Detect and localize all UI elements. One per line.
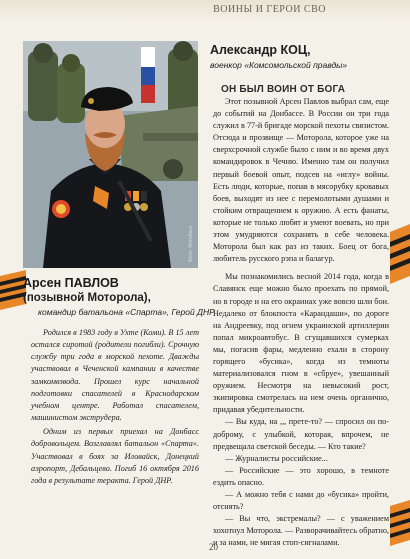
article-body xyxy=(213,96,389,549)
author-name: Александр КОЦ, xyxy=(210,43,311,57)
photo-credit: Фото: Фотобанк xyxy=(188,225,194,262)
article-paragraph: — А можно тебя с нами до «бусика» пройти, отснять? xyxy=(213,490,389,512)
section-title: ВОИНЫ И ГЕРОИ СВО xyxy=(213,4,326,15)
caption-callsign: (позывной Моторола), xyxy=(23,292,151,304)
author-role: военкор «Комсомольской правды» xyxy=(210,60,348,70)
caption-name: Арсен ПАВЛОВ xyxy=(23,276,119,290)
page-number: 20 xyxy=(209,542,218,552)
portrait-photo xyxy=(23,41,198,268)
header-band xyxy=(0,0,410,22)
caption-role: командир батальона «Спарта», Герой ДНР xyxy=(38,307,215,317)
biography-paragraph: Одним из первых приехал на Донбасс добровольцем. Возглавлял батальон «Спарта». Участвовал в боях за Иловайск, Донецкий аэропорт, Дебальцево. Погиб 16 октября 2016 года в результате теракта. Герой ДНР. xyxy=(31,427,199,485)
article-paragraph: Мы познакомились весной 2014 года, когда в Славянск еще можно было проехать по прямой, но в городе и на его окраинах уже вовсю шли бои. Недалеко от блокпоста «Карандаши», по дороге на Андреевку, под огнем украинской артиллерии попал микроавтобус. В сгущавшихся сумерках мы, погасив фары, медленно ехали в сторону горящего «бусика», когда из темноты материализовался гном в «сбруе», увешанный оружием. Несмотря на невысокий рост, экипировка смотрелась на нем очень органично, придавая убедительности. xyxy=(213,272,389,415)
ribbon-decoration-right-bottom xyxy=(390,500,410,546)
article-headline: ОН БЫЛ ВОИН ОТ БОГА xyxy=(221,84,346,95)
biography-paragraph: Родился в 1983 году в Ухте (Коми). В 15 лет остался сиротой (родители погибли). Срочную службу три года в морской пехоте. Дважды участвовал в Чеченской кампании в качестве замкомвзвода. Прошел курс начальной подготовки спасателей в Краснодарском учебном центре. Работал спасателем, машинистом экструдера. xyxy=(31,328,199,423)
article-paragraph: Этот позывной Арсен Павлов выбрал сам, еще до событий на Донбассе. В России он три года служил в 77-й бригаде морской пехоты связистом. Отсюда и прозвище — Моторола, которое уже на сверхсрочной службе было с ним и во время двух командировок в Чечню. Именно там он получил первый боевой опыт, подсев на «иглу» войны. Есть люди, которые, попав в мясорубку кровавых боев, выходят из нее с перемолотыми душами и стойким отвращением к оружию. А есть фанаты, которые не только любят и умеют воевать, но при этом умудряются сохранять в себе человека. Моторола был как раз из таких. Боец от бога, любитель русского рэпа и балагур. xyxy=(213,97,389,264)
article-paragraph: — Вы куда, на ,,, прете-то? — спросил он по-доброму, с улыбкой, которая, впрочем, не предвещала светской беседы. — Кто такие? xyxy=(213,417,389,451)
article-paragraph: — Вы что, экстремалы? — с уважением хохотнул Моторола. — Разворачивайтесь обратно, и за нами, не мигая стоп-сигналами. xyxy=(213,514,389,548)
article-paragraph: — Российские — это хорошо, в темноте ездить опасно. xyxy=(213,465,389,487)
biography-text xyxy=(31,327,199,487)
ribbon-decoration-right-top xyxy=(390,224,410,284)
article-paragraph: — Журналисты российские... xyxy=(225,453,328,463)
